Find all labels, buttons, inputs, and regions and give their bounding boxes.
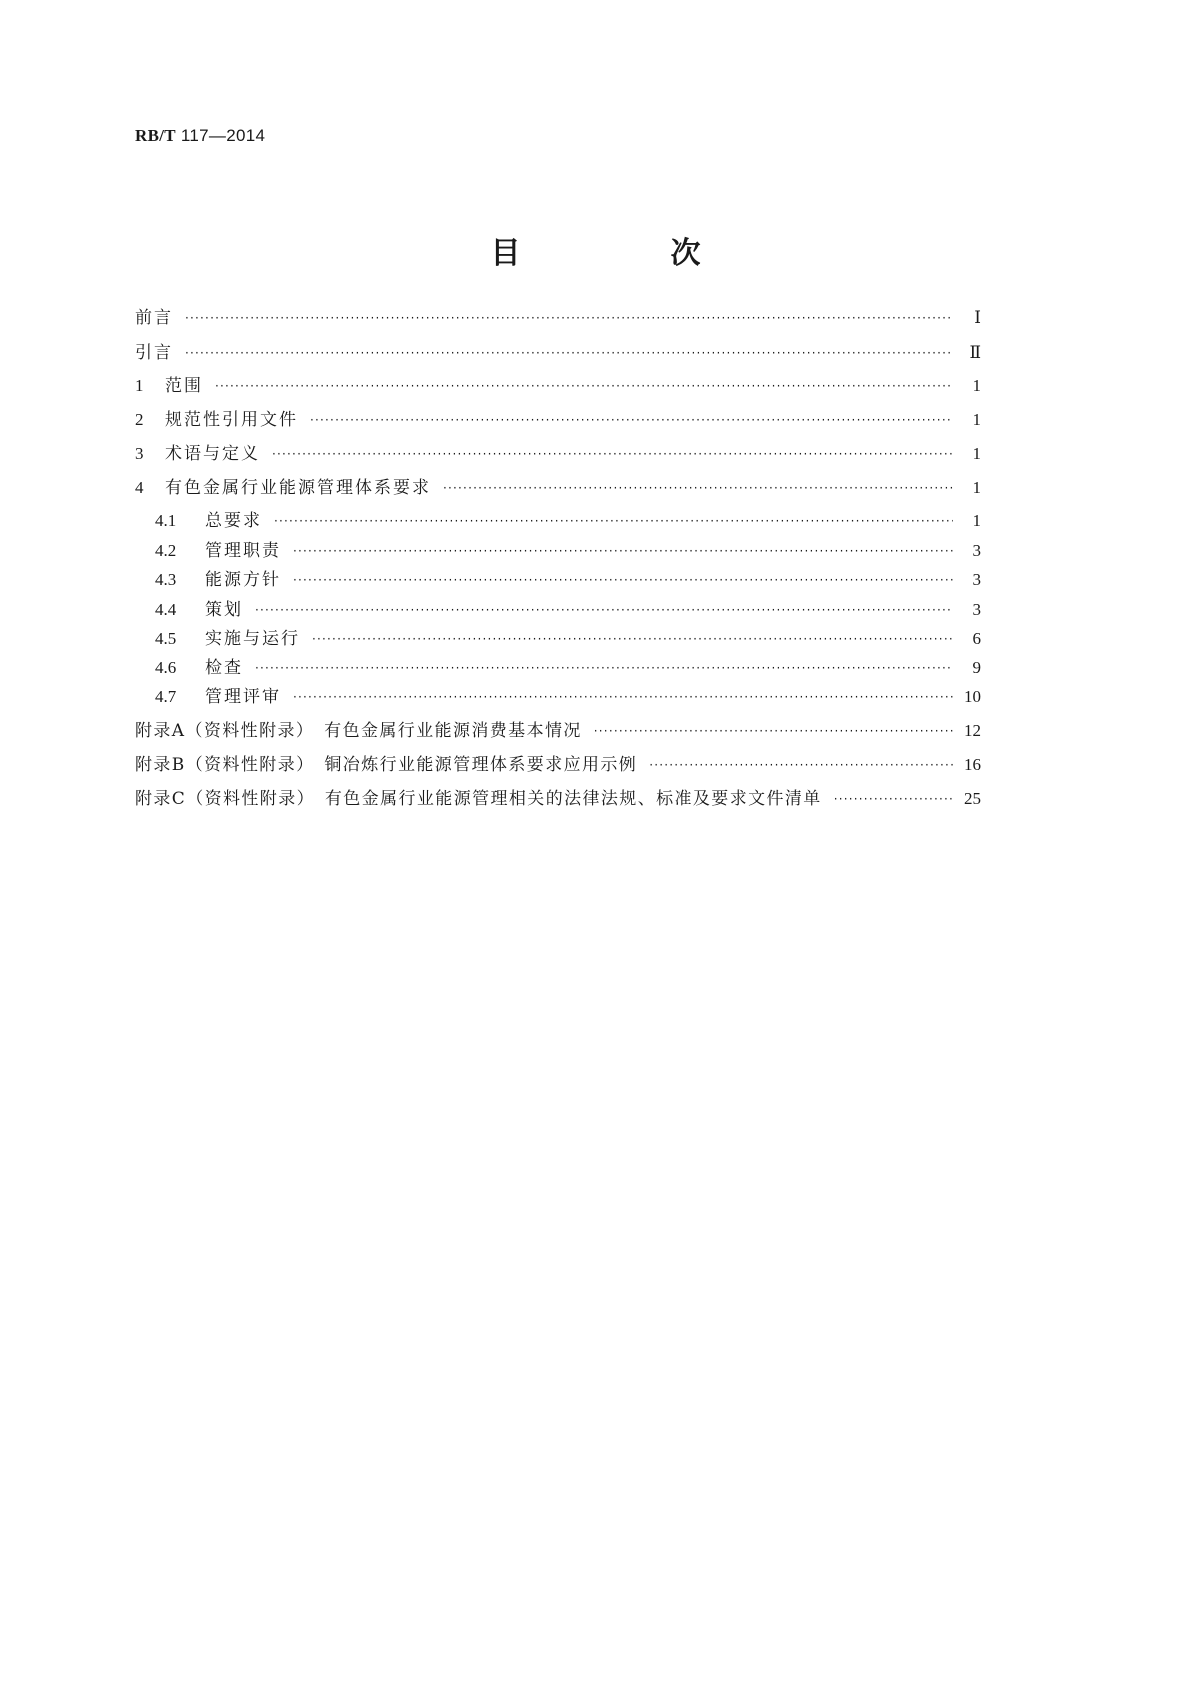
- toc-leader-dots: [255, 655, 953, 681]
- toc-entry-number: 4.1: [155, 511, 177, 530]
- document-code-number: 117—2014: [180, 126, 266, 145]
- toc-entry-number: 4.2: [155, 541, 177, 560]
- page-title: 目 次: [490, 236, 761, 271]
- toc-entry-introduction[interactable]: [135, 340, 981, 366]
- toc-entry-foreword[interactable]: [135, 305, 981, 331]
- toc-entry-section-4-4[interactable]: [155, 597, 981, 623]
- toc-entry-page: 1: [972, 410, 981, 429]
- toc-entry-page: 1: [972, 376, 981, 395]
- toc-entry-page: 16: [964, 755, 981, 774]
- toc-entry-label: 范围: [165, 376, 203, 396]
- toc-entry-label: 管理职责: [205, 541, 281, 561]
- toc-entry-label: 规范性引用文件: [165, 410, 298, 430]
- toc-entry-page: Ⅰ: [974, 308, 981, 327]
- toc-entry-section-4-2[interactable]: [155, 538, 981, 564]
- toc-leader-dots: [293, 538, 953, 564]
- toc-entry-page: Ⅱ: [969, 343, 981, 362]
- toc-entry-page: 1: [972, 511, 981, 530]
- toc-entry-label: 附录B（资料性附录） 铜冶炼行业能源管理体系要求应用示例: [135, 755, 638, 775]
- toc-leader-dots: [274, 508, 953, 534]
- toc-leader-dots: [272, 441, 953, 467]
- toc-entry-number: 4.4: [155, 600, 177, 619]
- toc-entry-section-4-1[interactable]: [155, 508, 981, 534]
- toc-leader-dots: [649, 752, 953, 778]
- toc-entry-annex-a[interactable]: [135, 718, 981, 744]
- toc-entry-label: 有色金属行业能源管理体系要求: [165, 478, 431, 498]
- toc-entry-number: 4.5: [155, 629, 177, 648]
- toc-entry-annex-b[interactable]: [135, 752, 981, 778]
- toc-entry-number: 2: [135, 410, 144, 429]
- toc-entry-section-4[interactable]: [135, 475, 981, 501]
- toc-entry-section-4-3[interactable]: [155, 567, 981, 593]
- toc-entry-number: 4: [135, 478, 144, 497]
- toc-entry-page: 25: [964, 789, 981, 808]
- toc-entry-number: 4.6: [155, 658, 177, 677]
- toc-leader-dots: [443, 475, 953, 501]
- toc-entry-number: 4.3: [155, 570, 177, 589]
- toc-entry-label: 检查: [205, 658, 243, 678]
- toc-entry-section-2[interactable]: [135, 407, 981, 433]
- toc-entry-section-4-5[interactable]: [155, 626, 981, 652]
- toc-entry-number: 1: [135, 376, 144, 395]
- toc-entry-page: 9: [972, 658, 981, 677]
- toc-entry-page: 12: [964, 721, 981, 740]
- toc-entry-label: 能源方针: [205, 570, 281, 590]
- toc-entry-label: 引言: [135, 343, 173, 363]
- toc-entry-label: 管理评审: [205, 687, 281, 707]
- toc-leader-dots: [255, 597, 953, 623]
- toc-entry-section-4-7[interactable]: [155, 684, 981, 710]
- toc-entry-number: 3: [135, 444, 144, 463]
- toc-entry-section-3[interactable]: [135, 441, 981, 467]
- toc-entry-number: 4.7: [155, 687, 177, 706]
- toc-entry-label: 策划: [205, 600, 243, 620]
- toc-leader-dots: [310, 407, 953, 433]
- toc-entry-label: 前言: [135, 308, 173, 328]
- toc-entry-section-4-6[interactable]: [155, 655, 981, 681]
- toc-entry-label: 附录C（资料性附录） 有色金属行业能源管理相关的法律法规、标准及要求文件清单: [135, 789, 822, 809]
- toc-leader-dots: [215, 373, 953, 399]
- document-code: [135, 126, 265, 146]
- toc-entry-page: 6: [972, 629, 981, 648]
- toc-leader-dots: [293, 567, 953, 593]
- toc-entry-annex-c[interactable]: [135, 786, 981, 812]
- toc-entry-page: 1: [972, 478, 981, 497]
- document-code-prefix: RB/T: [135, 126, 176, 145]
- toc-leader-dots: [834, 786, 953, 812]
- toc-leader-dots: [293, 684, 953, 710]
- toc-entry-label: 总要求: [205, 511, 262, 531]
- toc-entry-label: 附录A（资料性附录） 有色金属行业能源消费基本情况: [135, 721, 582, 741]
- toc-leader-dots: [594, 718, 953, 744]
- toc-entry-label: 实施与运行: [205, 629, 300, 649]
- toc-entry-page: 10: [964, 687, 981, 706]
- toc-entry-section-1[interactable]: [135, 373, 981, 399]
- toc-leader-dots: [185, 305, 953, 331]
- toc-leader-dots: [185, 340, 953, 366]
- toc-entry-page: 3: [972, 600, 981, 619]
- toc-entry-page: 3: [972, 541, 981, 560]
- toc-entry-page: 1: [972, 444, 981, 463]
- toc-entry-label: 术语与定义: [165, 444, 260, 464]
- toc-entry-page: 3: [972, 570, 981, 589]
- toc-leader-dots: [312, 626, 953, 652]
